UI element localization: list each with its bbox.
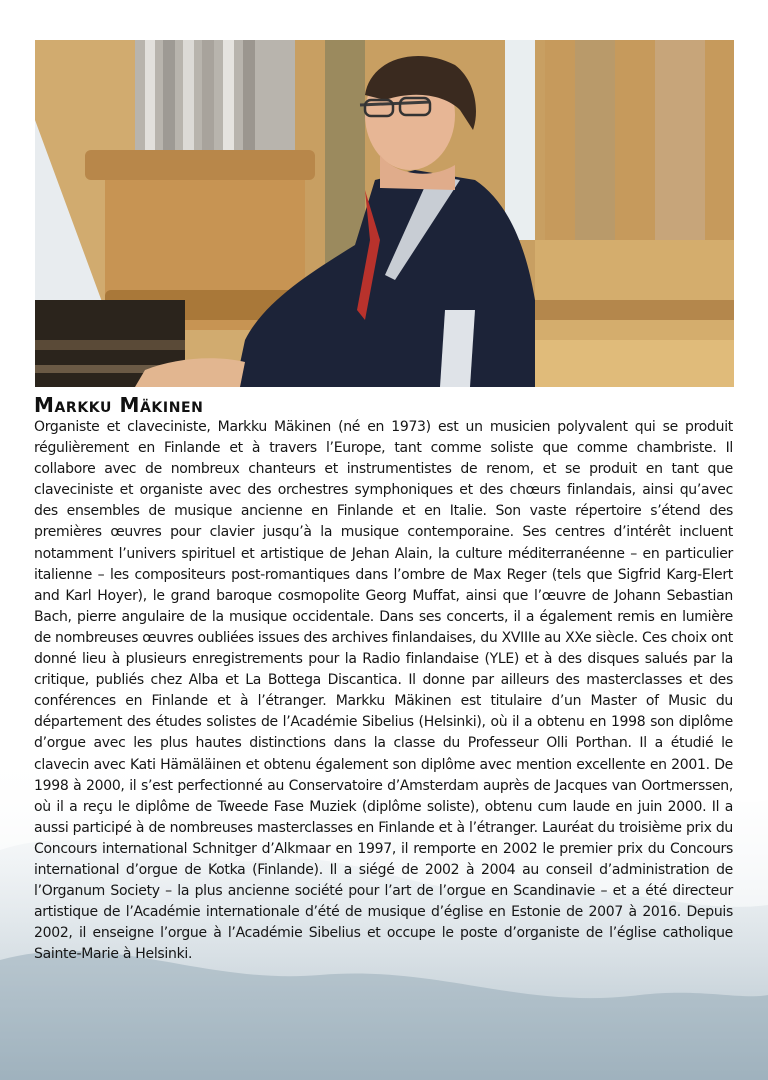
biography-text: Organiste et claveciniste, Markku Mäkinen (né en 1973) est un musicien polyvalent qui se produit régulièrement en Finlande et à travers l’Europe, tant comme soliste que comme chambriste. Il collabore avec de nombreux chanteurs et instrumentistes de renom, et se produit en tant que claveciniste et organiste avec des orchestres symphoniques et des chœurs finlandais, ainsi qu’avec des ensembles de musique ancienne en Finlande et en Italie. Son vaste répertoire s’étend des premières œuvres pour clavier jusqu’à la musique contemporaine. Ses centres d’intérêt incluent notamment l’univers spirituel et artistique de Jehan Alain, la culture méditerranéenne – en particulier italienne – les compositeurs post-romantiques dans l’ombre de Max Reger (tels que Sigfrid Karg-Elert and Karl Hoyer), le grand baroque cosmopolite Georg Muffat, ainsi que l’œuvre de Johann Sebastian Bach, pierre angulaire de la musique occidentale. Dans ses concerts, il a également remis en lumière de nombreuses œuvres oubliées issues des archives finlandaises, du XVIIIe au XXe siècle. Ces choix ont donné lieu à plusieurs enregistrements pour la Radio finlandaise (YLE) et à des disques salués par la critique, publiés chez Alba et La Bottega Discantica. Il donne par ailleurs des masterclasses et des conférences en Finlande et à l’étranger. Markku Mäkinen est titulaire d’un Master of Music du département des études solistes de l’Académie Sibelius (Helsinki), où il a obtenu en 1998 son diplôme d’orgue avec les plus hautes distinctions dans la classe du Professeur Olli Porthan. Il a étudié le clavecin avec Kati Hämäläinen et obtenu également son diplôme avec mention excellente en 2001. De 1998 à 2000, il s’est perfectionné au Conservatoire d’Amsterdam auprès de Jacques van Oortmerssen, où il a reçu le diplôme de Tweede Fase Muziek (diplôme soliste), obtenu cum laude en juin 2000. Il a aussi participé à de nombreuses masterclasses en Finlande et à l’étranger. Lauréat du troisième prix du Concours international Schnitger d’Alkmaar en 1997, il remporte en 2002 le premier prix du Concours international d’orgue de Kotka (Finlande). Il a siégé de 2002 à 2004 au conseil d’administration de l’Organum Society – la plus ancienne société pour l’art de l’orgue en Scandinavie – et a été directeur artistique de l’Académie internationale d’été de musique d’église en Estonie de 2007 à 2016. Depuis 2002, il enseigne l’orgue à l’Académie Sibelius et occupe le poste d’organiste de l’église catholique Sainte-Marie à Helsinki. — [34, 419, 733, 963]
page-title: Markku Mäkinen — [34, 393, 204, 417]
organist-photo — [35, 40, 734, 387]
